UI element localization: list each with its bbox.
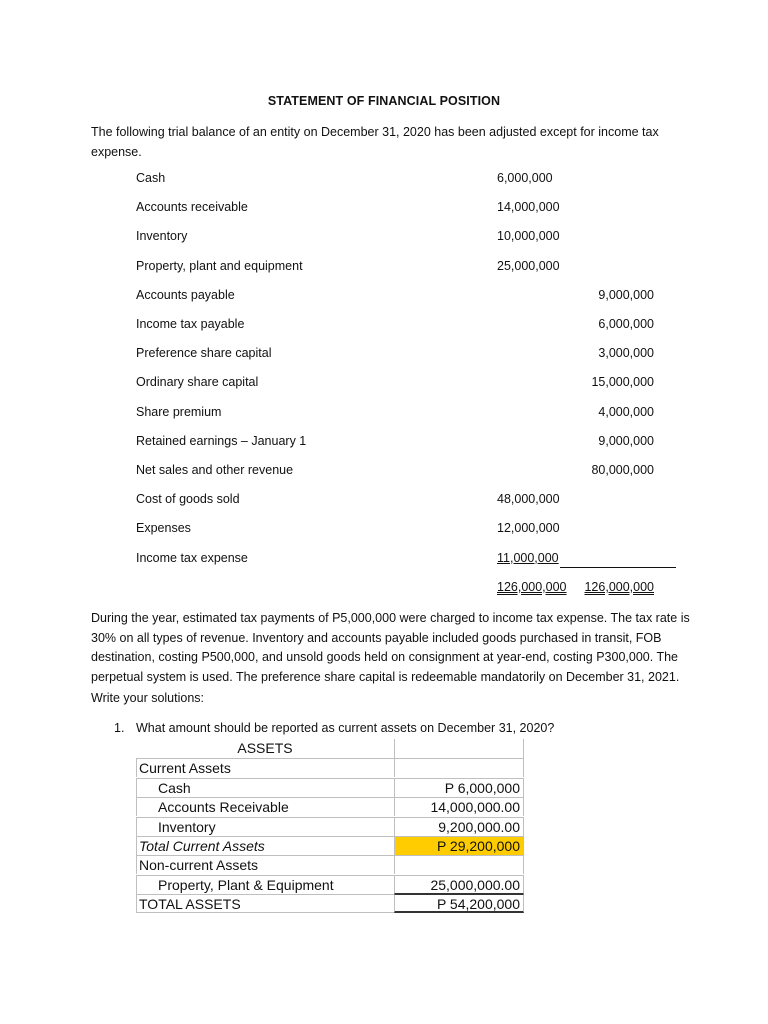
trial-balance-row xyxy=(0,200,768,220)
account-name: Accounts payable xyxy=(136,287,235,302)
question-1 xyxy=(114,721,554,735)
account-name: Cash xyxy=(136,171,166,185)
asset-value: 14,000,000.00 xyxy=(394,797,524,816)
debit-amount: 12,000,000 xyxy=(497,521,560,536)
totals-row xyxy=(0,580,768,600)
account-name: Accounts receivable xyxy=(136,200,248,215)
asset-value: 25,000,000.00 xyxy=(394,875,524,894)
assets-row xyxy=(136,836,526,855)
trial-balance-row xyxy=(0,405,768,425)
assets-header-blank xyxy=(394,739,524,758)
trial-balance-row xyxy=(0,171,768,191)
trial-balance-row xyxy=(0,229,768,249)
trial-balance-row xyxy=(0,492,768,512)
account-name: Income tax payable xyxy=(136,317,245,331)
asset-label: Accounts Receivable xyxy=(136,797,394,816)
asset-label: Cash xyxy=(136,778,394,797)
credit-amount: 6,000,000 xyxy=(598,317,654,331)
account-name: Expenses xyxy=(136,521,191,536)
account-name: Net sales and other revenue xyxy=(136,463,294,477)
account-name: Share premium xyxy=(136,404,222,419)
trial-balance-row xyxy=(0,346,768,366)
credit-amount: 9,000,000 xyxy=(598,433,654,448)
assets-row xyxy=(136,778,526,797)
credit-amount: 9,000,000 xyxy=(598,287,654,302)
account-name: Income tax expense xyxy=(136,550,248,565)
asset-value: P 54,200,000 xyxy=(394,894,524,913)
assets-row xyxy=(136,797,526,816)
account-name: Cost of goods sold xyxy=(136,492,240,507)
asset-value xyxy=(394,758,524,777)
debit-amount: 10,000,000 xyxy=(497,229,560,244)
total-debit: 126,000,000 xyxy=(497,579,567,594)
debit-amount: 14,000,000 xyxy=(497,200,560,215)
credit-amount: 3,000,000 xyxy=(598,346,654,361)
debit-amount: 6,000,000 xyxy=(497,171,553,185)
asset-label: Non-current Assets xyxy=(136,855,394,874)
assets-row xyxy=(136,894,526,913)
asset-value: 9,200,000.00 xyxy=(394,817,524,836)
question-text: What amount should be reported as current assets on December 31, 2020? xyxy=(136,721,555,735)
asset-label: Current Assets xyxy=(136,758,394,777)
instruction-paragraph: Write your solutions: xyxy=(91,691,205,705)
trial-balance-row xyxy=(0,551,768,571)
asset-label: Property, Plant & Equipment xyxy=(136,875,394,894)
trial-balance-row xyxy=(0,317,768,337)
assets-row xyxy=(136,758,526,777)
asset-label: Inventory xyxy=(136,817,394,836)
account-name: Property, plant and equipment xyxy=(136,258,303,273)
assets-header: ASSETS xyxy=(237,740,293,756)
trial-balance-row xyxy=(0,521,768,541)
credit-amount: 80,000,000 xyxy=(591,463,654,477)
assets-row xyxy=(136,875,526,894)
assets-row xyxy=(136,817,526,836)
asset-value: P 29,200,000 xyxy=(394,836,524,855)
account-name: Retained earnings – January 1 xyxy=(136,433,307,448)
asset-label: TOTAL ASSETS xyxy=(136,894,394,913)
trial-balance-row xyxy=(0,288,768,308)
trial-balance-row xyxy=(0,259,768,279)
asset-label: Total Current Assets xyxy=(136,836,394,855)
asset-value: P 6,000,000 xyxy=(394,778,524,797)
credit-underline xyxy=(560,567,676,568)
intro-paragraph: The following trial balance of an entity on December 31, 2020 has been adjusted except for income tax expense. xyxy=(91,125,659,159)
debit-amount: 48,000,000 xyxy=(497,492,560,507)
trial-balance-row xyxy=(0,375,768,395)
trial-balance-row xyxy=(0,434,768,454)
trial-balance-row xyxy=(0,463,768,483)
credit-amount: 15,000,000 xyxy=(591,375,654,390)
account-name: Ordinary share capital xyxy=(136,375,259,390)
total-credit: 126,000,000 xyxy=(584,579,654,594)
account-name: Inventory xyxy=(136,229,188,244)
question-number: 1. xyxy=(114,721,125,735)
assets-row xyxy=(136,855,526,874)
credit-amount: 4,000,000 xyxy=(598,404,654,419)
page-title: STATEMENT OF FINANCIAL POSITION xyxy=(267,94,501,108)
facts-paragraph: During the year, estimated tax payments of P5,000,000 were charged to income tax expense. The tax rate is 30% on all types of revenue. Inventory and accounts payable included goods purchased in transit, FOB destination, costing P500,000, and unsold goods held on consignment at year-end, costing P300,000. The perpetual system is used. The preference share capital is redeemable mandatorily on December 31, 2021. xyxy=(91,611,690,684)
asset-value xyxy=(394,855,524,874)
assets-header-row xyxy=(136,739,526,758)
debit-amount: 25,000,000 xyxy=(497,258,560,273)
debit-amount: 11,000,000 xyxy=(497,550,559,565)
account-name: Preference share capital xyxy=(136,346,272,361)
